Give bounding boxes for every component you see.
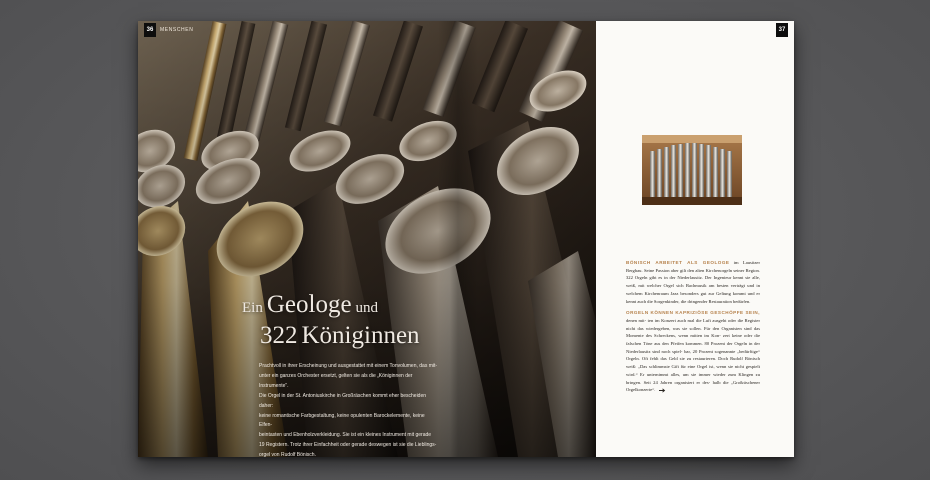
intro-line: beintasten und Ebenholzverkleidung. Sie ist ein kleines Instrument mit gerade bbox=[259, 432, 432, 439]
article-line: zur Geltung kommt und er kennt auch die Sorgenkinder, die bbox=[626, 290, 760, 304]
intro-line: Prachtvoll in ihrer Erscheinung und ausgestattet mit einem Tonvolumen, das mit- bbox=[259, 363, 438, 369]
intro-line: unter ein ganzes Orchester ersetzt, gelten sie als die „Königinnen der Instrumente“. bbox=[259, 372, 413, 389]
article-line: gespielt wird.“ Er unternimmt alles, um sie immer wieder bbox=[626, 364, 760, 377]
headline-word-ein: Ein bbox=[242, 300, 263, 316]
article-body bbox=[626, 259, 760, 398]
article-paragraph-2 bbox=[626, 309, 760, 394]
article-line: das Geld sie zu restaurieren. Doch Rudolf Bönisch weiß: bbox=[626, 356, 760, 370]
article-line: Seine Passion aber gilt den alten Kirchenorgeln seiner Region. bbox=[643, 267, 761, 273]
arrow-right-icon bbox=[659, 388, 666, 393]
article-paragraph-1 bbox=[626, 259, 760, 305]
article-line: verträgt und in welchem Kirchenraum Jazz besonders gut bbox=[626, 283, 761, 296]
article-line: sie alle, weiß, mit welcher Orgel sich Bachmusik am besten bbox=[626, 275, 760, 289]
article-line: bar, 20 Prozent sogenannte „bedürftige“ Orgeln. Oft fehlt bbox=[626, 348, 760, 362]
intro-line: keine romantische Farbgestaltung, keine opulenten Barockelemente, keine Elfen- bbox=[259, 412, 425, 429]
organ-pipes-inset-photo bbox=[642, 135, 742, 205]
section-label: MENSCHEN bbox=[160, 27, 194, 33]
article-line: sind das Momente des Schreckens, wenn mitten im Kon- bbox=[626, 325, 760, 339]
article-line: „Das schlimmste Gift für eine Orgel ist, wenn sie nicht bbox=[637, 364, 744, 370]
headline-word-und: und bbox=[355, 300, 379, 316]
page-number-right: 37 bbox=[776, 23, 788, 37]
article-line: denen mit- bbox=[626, 317, 647, 323]
headline-word-322: 322 bbox=[260, 322, 298, 349]
headline-word-koeniginnen: Königinnen bbox=[301, 322, 420, 349]
article-line: 80 Prozent der Orgeln in der Niederlausitz sind noch spiel- bbox=[626, 341, 760, 354]
lead-in-1: BÖNISCH ARBEITET ALS GEOLOGE bbox=[626, 260, 730, 265]
article-headline bbox=[242, 291, 420, 353]
magazine-spread bbox=[138, 21, 794, 457]
article-line: nicht das wiedergeben, was sie sollen. Für den Organisten bbox=[626, 325, 742, 331]
headline-word-geologe: Geologe bbox=[266, 291, 352, 318]
left-page bbox=[138, 21, 596, 457]
article-line: ten im Konzert auch mal die Luft ausgeht oder die Register bbox=[647, 317, 760, 323]
intro-line: 19 Registern. Trotz ihrer Einfachheit oder gerade deswegen ist sie die Lieblings- bbox=[259, 442, 437, 449]
article-line: im Lausitzer Bergbau. bbox=[626, 260, 760, 273]
article-line: zum Klingen zu bringen. Seit 24 Jahren organisiert er des- bbox=[626, 371, 760, 385]
article-line: halb die „Großräschener Orgelkonzerte“. bbox=[626, 379, 760, 393]
intro-line: Die Orgel in der St. Antoniuskirche in Großräschen kommt eher bescheiden daher: bbox=[259, 392, 427, 409]
page-number-left: 36 bbox=[144, 23, 156, 37]
article-line: 322 Orgeln gibt es in der Niederlausitz. Der Ingenieur kennt bbox=[626, 275, 744, 281]
article-line: zert keine oder die falschen Töne aus den Pfeifen kommen. bbox=[626, 333, 760, 347]
article-line: dringender Restauration bedürfen. bbox=[687, 298, 751, 304]
intro-line: orgel von Rudolf Bönisch. bbox=[259, 452, 316, 457]
intro-text bbox=[259, 362, 439, 457]
right-page bbox=[596, 21, 794, 457]
lead-in-2: ORGELN KÖNNEN KAPRIZIÖSE GESCHÖPFE SEIN, bbox=[626, 310, 760, 316]
